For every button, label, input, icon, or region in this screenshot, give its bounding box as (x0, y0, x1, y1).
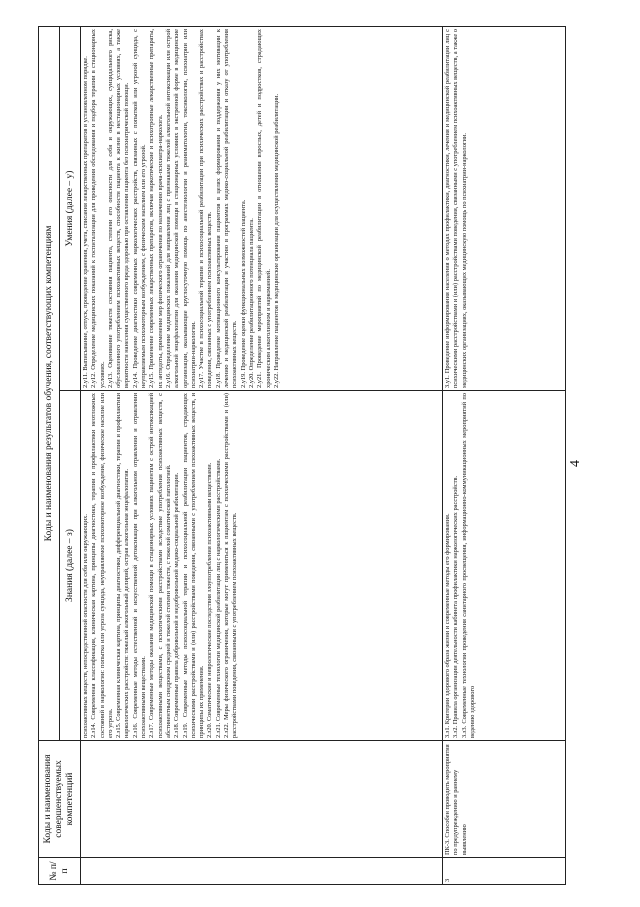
header-skills: Умения (далее – у) (60, 27, 81, 391)
row-num (81, 858, 443, 885)
knowledge-item: 2.з20. Соматические и неврологические последствия злоупотребления психоактивными веществами. (206, 462, 214, 738)
skills-cell (443, 27, 566, 391)
knowledge-cell (81, 391, 443, 741)
header-codes: Коды и наименования совершенствуемых компетенций (39, 741, 81, 858)
skill-item: 2.у13. Оценивание тяжести состояния пациента, степени его опасности для себя и окружающих, суицидального риска, обусловленного употреблением психоактивных веществ, способности пациента к жизни в нестационарных условиях, а также вероятности нанесения существенного вреда здоровью при оставлении пациента без психиатрической помощи. (106, 29, 131, 388)
knowledge-item: психоактивных веществ, непосредственной опасности для себя или окружающих. (82, 514, 89, 738)
knowledge-item: 3.з3. Современные технологии проведения санитарного просвещения, информационно-коммуникационных мероприятий по ведению здорового (460, 393, 476, 738)
row-num: 3 (443, 858, 566, 885)
skill-item: 2.у14. Проведение диагностики современных наркологических расстройств, связанных с попыткой или угрозой суицида, с неуправляемым психомоторным возбуждением, с физическим насилием или его угрозой. (131, 29, 148, 388)
skills-cell (81, 27, 443, 391)
knowledge-item: 2.з22. Меры физического ограничения, которые могут применяться к пациентам с психическими расстройствами и (или) расстройствами поведения, связанными с употреблением психоактивных веществ. (223, 393, 239, 738)
knowledge-item: 2.з14. Современная классификация, клиническая картина, принципы диагностики, терапии и профилактики неотложных состояний в наркологии: попытка или угроза суицида, неуправляемое психомоторное возбуждение, физическое насилие или его угроза. (90, 393, 114, 738)
header-row (39, 27, 60, 885)
skill-item: 2.у15. Применение современных лекарственных препаратов, включая наркотические и психотропные лекарственные препараты, их антидоты, применение мер физического ограничения по назначению врача-психиатра-нарколога. (148, 29, 164, 388)
knowledge-item: 2.з15. Современная клиническая картина, принципы диагностики, дифференциальной диагностики, терапии и профилактики наркологических расстройств: тяжелый алкогольный делирий, острая алкогольная энцефалопатия. (115, 393, 131, 738)
table-row (443, 27, 566, 885)
knowledge-cell (443, 391, 566, 741)
header-num: № п/п (39, 858, 81, 885)
header-knowledge: Знания (далее – з) (60, 391, 81, 741)
table-row (81, 27, 443, 885)
knowledge-item: 2.з18. Современные правила добровольной и недобровольной медико-социальной реабилитации. (173, 472, 181, 738)
skill-item: 2.у12. Определение медицинских показаний к госпитализации для проведения обследования и подбора терапии в стационарных условиях. (90, 29, 106, 388)
skill-item: 2.у22. Направление пациентов в медицинские организации для осуществления медицинской реабилитации. (272, 93, 280, 388)
skill-item: 2.у18. Проведение мотивационного консультирования пациентов в целях формирования и поддержания у них мотивации к лечению и медицинской реабилитации и участию в программах медико-социальной реабилитации и отказу от употребления психоактивных веществ. (214, 29, 239, 388)
knowledge-item: 2.з16. Современные методы естественной и искусственной детоксикации при алкогольном отравлении и отравлении психоактивными веществами. (131, 393, 148, 738)
knowledge-item: 2.з21. Современные технологии медицинской реабилитации лиц с наркологическими расстройствами. (214, 458, 222, 738)
row-code: ПК-3. Способен проводить мероприятия по предупреждению и раннему выявлению (443, 741, 566, 858)
knowledge-item: 3.з1. Критерии здорового образа жизни и современные методы его формирования. (444, 513, 451, 738)
skill-item: 2.у19. Проведение оценки функциональных возможностей пациента. (239, 199, 247, 388)
skill-item: 2.у20. Определение реабилитационного потенциала пациента. (247, 218, 255, 388)
knowledge-item: 3.з2. Правила организации деятельности кабинета профилактики наркологических расстройств. (452, 475, 460, 738)
skill-item: 3.у1. Проведение информирования населения о методах профилактики, диагностики, лечения и медицинской реабилитации лиц с психическими расстройствами и (или) расстройствами поведения, связанными с употреблением психоактивных веществ, а также о медицинских организациях, оказывающих медицинскую помощь по психиатрии-наркологии. (444, 29, 468, 388)
row-code (81, 741, 443, 858)
skill-item: 2.у16. Определение медицинских показаний для направления лиц с признаками тяжелой алкогольной интоксикации или острой алкогольной энцефалопатии для оказания медицинской помощи в стационарных условиях в экстренной форме в медицинские организации, оказывающие круглосуточную помощь по анестезиологии и реаниматологии, токсикологии, психиатрии или психиатрии-наркологии. (164, 29, 197, 388)
knowledge-item: 2.з19. Современные методы психосоциальной терапии и психосоциальной реабилитации пациентов, страдающих психическими расстройствами и (или) расстройствами поведения, связанными с употреблением психоактивных веществ, и принципы их применения. (181, 393, 206, 738)
skill-item: 2.у21. Проведение мероприятий по медицинской реабилитации в отношении взрослых, детей и подростков, страдающих хроническим алкоголизмом и наркоманией. (256, 29, 272, 388)
skill-item: 2.у17. Участие в психосоциальной терапии и психосоциальной реабилитации при психических расстройствах и расстройствах поведения, связанных с употреблением психоактивных веществ. (198, 29, 214, 388)
skill-item: 2.у11. Выписывание, отпуск, проведение хранения, учета, списания лекарственных препаратов в установленном порядке. (82, 56, 89, 388)
competency-table (38, 26, 566, 885)
page-number: 4 (568, 460, 583, 467)
header-results: Коды и наименования результатов обучения, соответствующих компетенциям (39, 27, 60, 741)
knowledge-item: 2.з17. Современные методы оказания медицинской помощи в стационарных условиях пациентам с острой интоксикацией психоактивными веществами, с психотическими расстройствами вследствие употребления психоактивных веществ, с абстинентным синдромом средней и тяжелой степени тяжести, с тяжелой соматической патологией. (148, 393, 172, 738)
